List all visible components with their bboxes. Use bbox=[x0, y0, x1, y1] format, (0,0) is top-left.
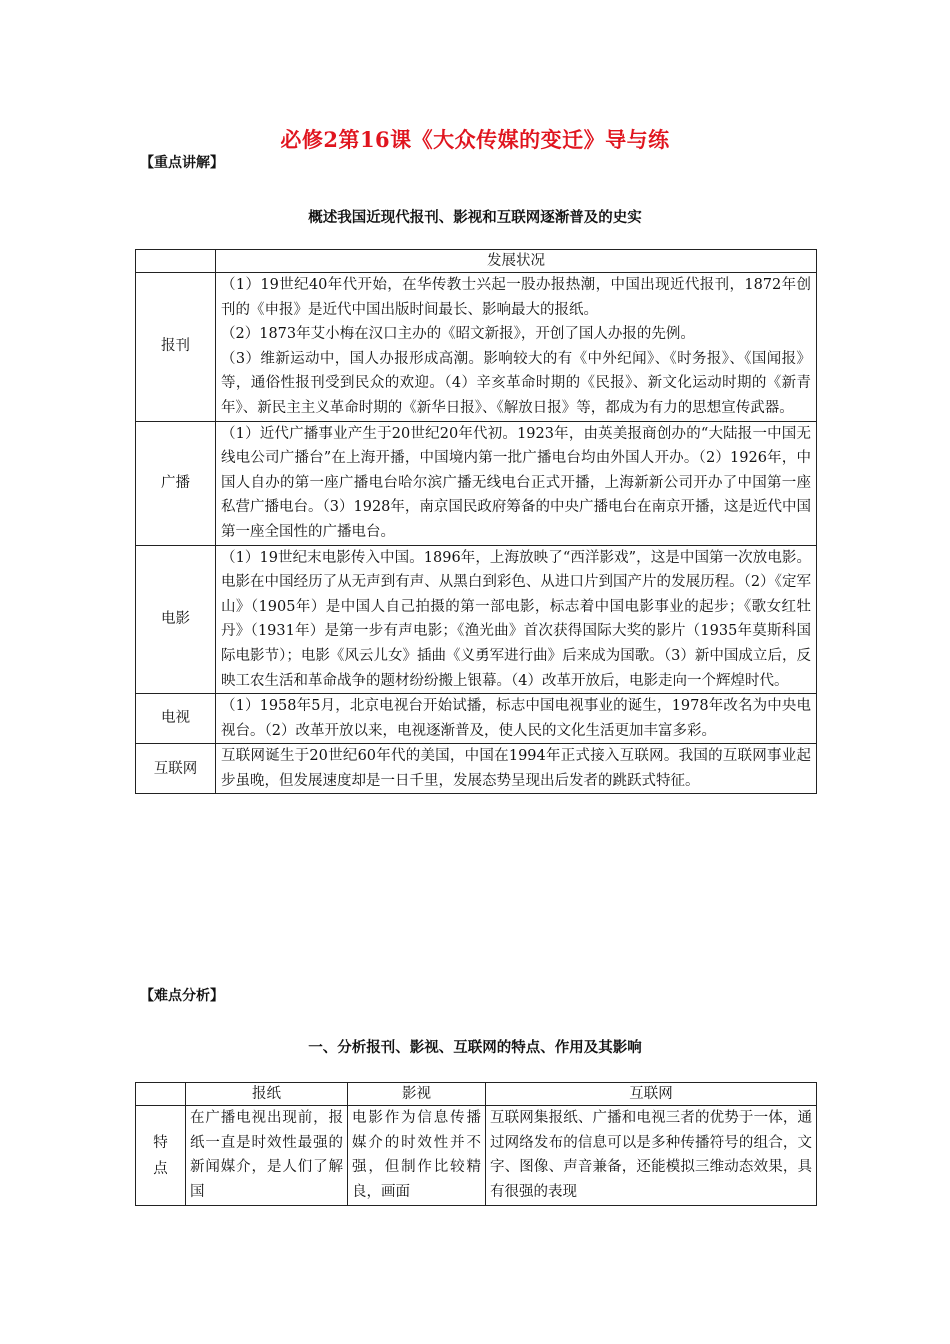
paragraph: 互联网诞生于20世纪60年代的美国，中国在1994年正式接入互联网。我国的互联网事业起步虽晚，但发展速度却是一日千里，发展态势呈现出后发者的跳跃式特征。 bbox=[221, 748, 811, 789]
row-content-film bbox=[216, 545, 817, 694]
paragraph: （3）维新运动中，国人办报形成高潮。影响较大的有《中外纪闻》、《时务报》、《国闻报》等，通俗性报刊受到民众的欢迎。（4）辛亥革命时期的《民报》、新文化运动时期的《新青年》、新民主主义革命时期的《新华日报》、《解放日报》等，都成为有力的思想宣传武器。 bbox=[221, 350, 811, 416]
section-label-difficulties: 【难点分析】 bbox=[140, 988, 224, 1004]
cell-text: 互联网集报纸、广播和电视三者的优势于一体，通过网络发布的信息可以是多种传播符号的组合，文字、图像、声音兼备，还能模拟三维动态效果，具有很强的表现 bbox=[490, 1110, 812, 1200]
column-header-development: 发展状况 bbox=[216, 250, 817, 273]
row-label-television: 电视 bbox=[136, 694, 216, 744]
table-corner-cell bbox=[136, 1083, 186, 1106]
table-corner-cell bbox=[136, 250, 216, 273]
table-row bbox=[136, 545, 817, 694]
row-label-char: 特 bbox=[153, 1134, 168, 1151]
cell-text: 电影作为信息传播媒介的时效性并不强，但制作比较精良，画面 bbox=[352, 1110, 481, 1200]
row-label-features bbox=[136, 1106, 186, 1206]
table-row bbox=[136, 273, 817, 422]
media-analysis-table bbox=[135, 1082, 817, 1206]
row-content-television bbox=[216, 694, 817, 744]
row-label-film: 电影 bbox=[136, 545, 216, 694]
table-caption-history: 概述我国近现代报刊、影视和互联网逐渐普及的史实 bbox=[308, 209, 642, 226]
table-header-row bbox=[136, 250, 817, 273]
row-label-internet: 互联网 bbox=[136, 744, 216, 794]
cell-text: 在广播电视出现前，报纸一直是时效性最强的新闻媒介，是人们了解国 bbox=[190, 1110, 343, 1200]
paragraph: （2）1873年艾小梅在汉口主办的《昭文新报》，开创了国人办报的先例。 bbox=[221, 326, 695, 343]
section-label-key-points: 【重点讲解】 bbox=[140, 155, 224, 171]
table-row bbox=[136, 421, 817, 545]
cell-film-tv-features bbox=[348, 1106, 486, 1206]
media-history-table bbox=[135, 249, 817, 794]
paragraph: （1）19世纪40年代开始，在华传教士兴起一股办报热潮，中国出现近代报刊，1872年创刊的《申报》是近代中国出版时间最长、影响最大的报纸。 bbox=[221, 277, 811, 318]
paragraph: （1）近代广播事业产生于20世纪20年代初。1923年，由英美报商创办的“大陆报一中国无线电公司广播台”在上海开播，中国境内第一批广播电台均由外国人开办。（2）1926年，中国人自办的第一座广播电台哈尔滨广播无线电台正式开播，上海新新公司开办了中国第一座私营广播电台。（3）1928年，南京国民政府筹备的中央广播电台在南京开播，这是近代中国第一座全国性的广播电台。 bbox=[221, 425, 811, 540]
paragraph: （1）19世纪末电影传入中国。1896年，上海放映了“西洋影戏”，这是中国第一次放电影。电影在中国经历了从无声到有声、从黑白到彩色、从进口片到国产片的发展历程。（2）《定军山》（1905年）是中国人自己拍摄的第一部电影，标志着中国电影事业的起步；《歌女红牡丹》（1931年）是第一步有声电影；《渔光曲》首次获得国际大奖的影片（1935年莫斯科国际电影节）；电影《风云儿女》插曲《义勇军进行曲》后来成为国歌。（3）新中国成立后，反映工农生活和革命战争的题材纷纷搬上银幕。（4）改革开放后，电影走向一个辉煌时代。 bbox=[221, 549, 811, 689]
column-header-internet: 互联网 bbox=[486, 1083, 817, 1106]
row-content-radio bbox=[216, 421, 817, 545]
column-header-newspaper: 报纸 bbox=[186, 1083, 348, 1106]
table-row bbox=[136, 744, 817, 794]
cell-internet-features bbox=[486, 1106, 817, 1206]
table-caption-analysis: 一、分析报刊、影视、互联网的特点、作用及其影响 bbox=[308, 1039, 642, 1056]
column-header-film-tv: 影视 bbox=[348, 1083, 486, 1106]
row-label-press: 报刊 bbox=[136, 273, 216, 422]
table-row bbox=[136, 1106, 817, 1206]
cell-newspaper-features bbox=[186, 1106, 348, 1206]
table-row bbox=[136, 694, 817, 744]
page-title: 必修2第16课《大众传媒的变迁》导与练 bbox=[280, 127, 670, 152]
row-content-internet bbox=[216, 744, 817, 794]
paragraph: （1）1958年5月，北京电视台开始试播，标志中国电视事业的诞生，1978年改名为中央电视台。（2）改革开放以来，电视逐渐普及，使人民的文化生活更加丰富多彩。 bbox=[221, 698, 811, 739]
row-label-radio: 广播 bbox=[136, 421, 216, 545]
row-label-char: 点 bbox=[153, 1160, 168, 1177]
row-content-press bbox=[216, 273, 817, 422]
table-header-row bbox=[136, 1083, 817, 1106]
